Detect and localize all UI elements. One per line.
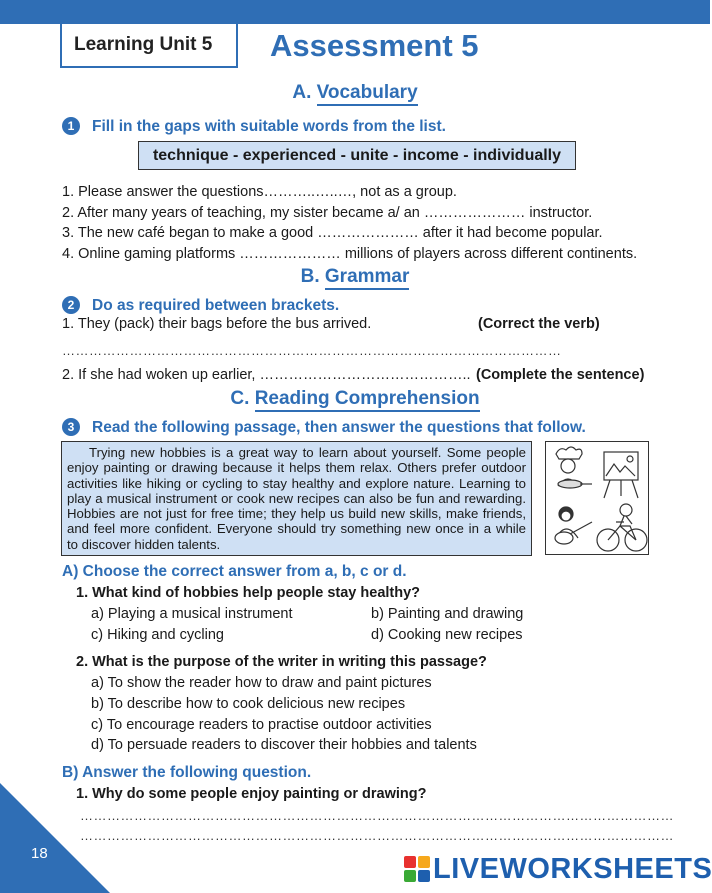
instruction-3: 3 Read the following passage, then answer the questions that follow. xyxy=(62,418,586,437)
question-1: 1. What kind of hobbies help people stay healthy? xyxy=(76,585,421,601)
q1-option-a[interactable]: a) Playing a musical instrument xyxy=(91,606,293,622)
section-b-title: B. Grammar xyxy=(0,266,710,288)
vocab-item-2: 2. After many years of teaching, my sister became a/ an ………………… instructor. xyxy=(62,205,593,221)
q2-option-c[interactable]: c) To encourage readers to practise outdoor activities xyxy=(91,717,432,733)
grammar-item-1: 1. They (pack) their bags before the bus arrived. xyxy=(62,316,372,332)
answer-line-2[interactable]: …………………………………………………………………………………………………………………… xyxy=(80,828,674,843)
part-a-heading: A) Choose the correct answer from a, b, c or d. xyxy=(62,563,407,580)
question-2: 2. What is the purpose of the writer in writing this passage? xyxy=(76,654,487,670)
vocab-item-1: 1. Please answer the questions………..…..…, not as a group. xyxy=(62,184,457,200)
vocab-item-4: 4. Online gaming platforms ………………… millions of players across different continents. xyxy=(62,246,638,262)
grammar-hint-2: (Complete the sentence) xyxy=(476,367,645,383)
instruction-2: 2 Do as required between brackets. xyxy=(62,296,339,315)
answer-line-1[interactable]: …………………………………………………………………………………………………………………… xyxy=(80,808,674,823)
q1-option-c[interactable]: c) Hiking and cycling xyxy=(91,627,224,643)
brand-name: LIVEWORKSHEETS xyxy=(433,852,712,885)
hobbies-illustration-icon xyxy=(546,442,650,556)
reading-passage: Trying new hobbies is a great way to learn about yourself. Some people enjoy painting or drawing because it helps them relax. Others prefer outdoor activities like hiking or cycling to stay healthy and explore nature. Learning to play a musical instrument or cook new recipes can also be fun and rewarding. Hobbies are not just for free time; they help us build new skills, make friends, and feel more confident. Everyone should try something new once in a while to discover hidden talents. xyxy=(61,441,532,556)
number-2-icon: 2 xyxy=(62,296,80,314)
grammar-hint-1: (Correct the verb) xyxy=(478,316,600,332)
q2-option-b[interactable]: b) To describe how to cook delicious new recipes xyxy=(91,696,406,712)
page-number: 18 xyxy=(31,845,48,862)
section-c-title: C. Reading Comprehension xyxy=(0,388,710,410)
unit-label: Learning Unit 5 xyxy=(60,24,238,68)
q1-option-b[interactable]: b) Painting and drawing xyxy=(371,606,524,622)
q2-option-a[interactable]: a) To show the reader how to draw and paint pictures xyxy=(91,675,432,691)
top-bar xyxy=(0,0,710,24)
q2-option-d[interactable]: d) To persuade readers to discover their hobbies and talents xyxy=(91,737,477,753)
number-3-icon: 3 xyxy=(62,418,80,436)
vocab-item-3: 3. The new café began to make a good ………………… after it had become popular. xyxy=(62,225,603,241)
corner-decoration xyxy=(0,783,110,893)
liveworksheets-logo-icon xyxy=(404,856,430,882)
q1-option-d[interactable]: d) Cooking new recipes xyxy=(371,627,523,643)
word-list-box: technique - experienced - unite - income - individually xyxy=(138,141,576,170)
grammar-answer-line-1[interactable]: ………………………………………………………………………………………………… xyxy=(62,343,562,358)
instruction-1: 1 Fill in the gaps with suitable words from the list. xyxy=(62,117,446,136)
brand-logo xyxy=(404,853,712,885)
page-title: Assessment 5 xyxy=(270,28,479,63)
section-a-title: A. Vocabulary xyxy=(0,82,710,104)
part-b-heading: B) Answer the following question. xyxy=(62,764,312,781)
hobbies-illustration xyxy=(545,441,649,555)
question-3: 1. Why do some people enjoy painting or drawing? xyxy=(76,786,427,802)
grammar-item-2: 2. If she had woken up earlier, …………………………………….. xyxy=(62,367,471,383)
number-1-icon: 1 xyxy=(62,117,80,135)
